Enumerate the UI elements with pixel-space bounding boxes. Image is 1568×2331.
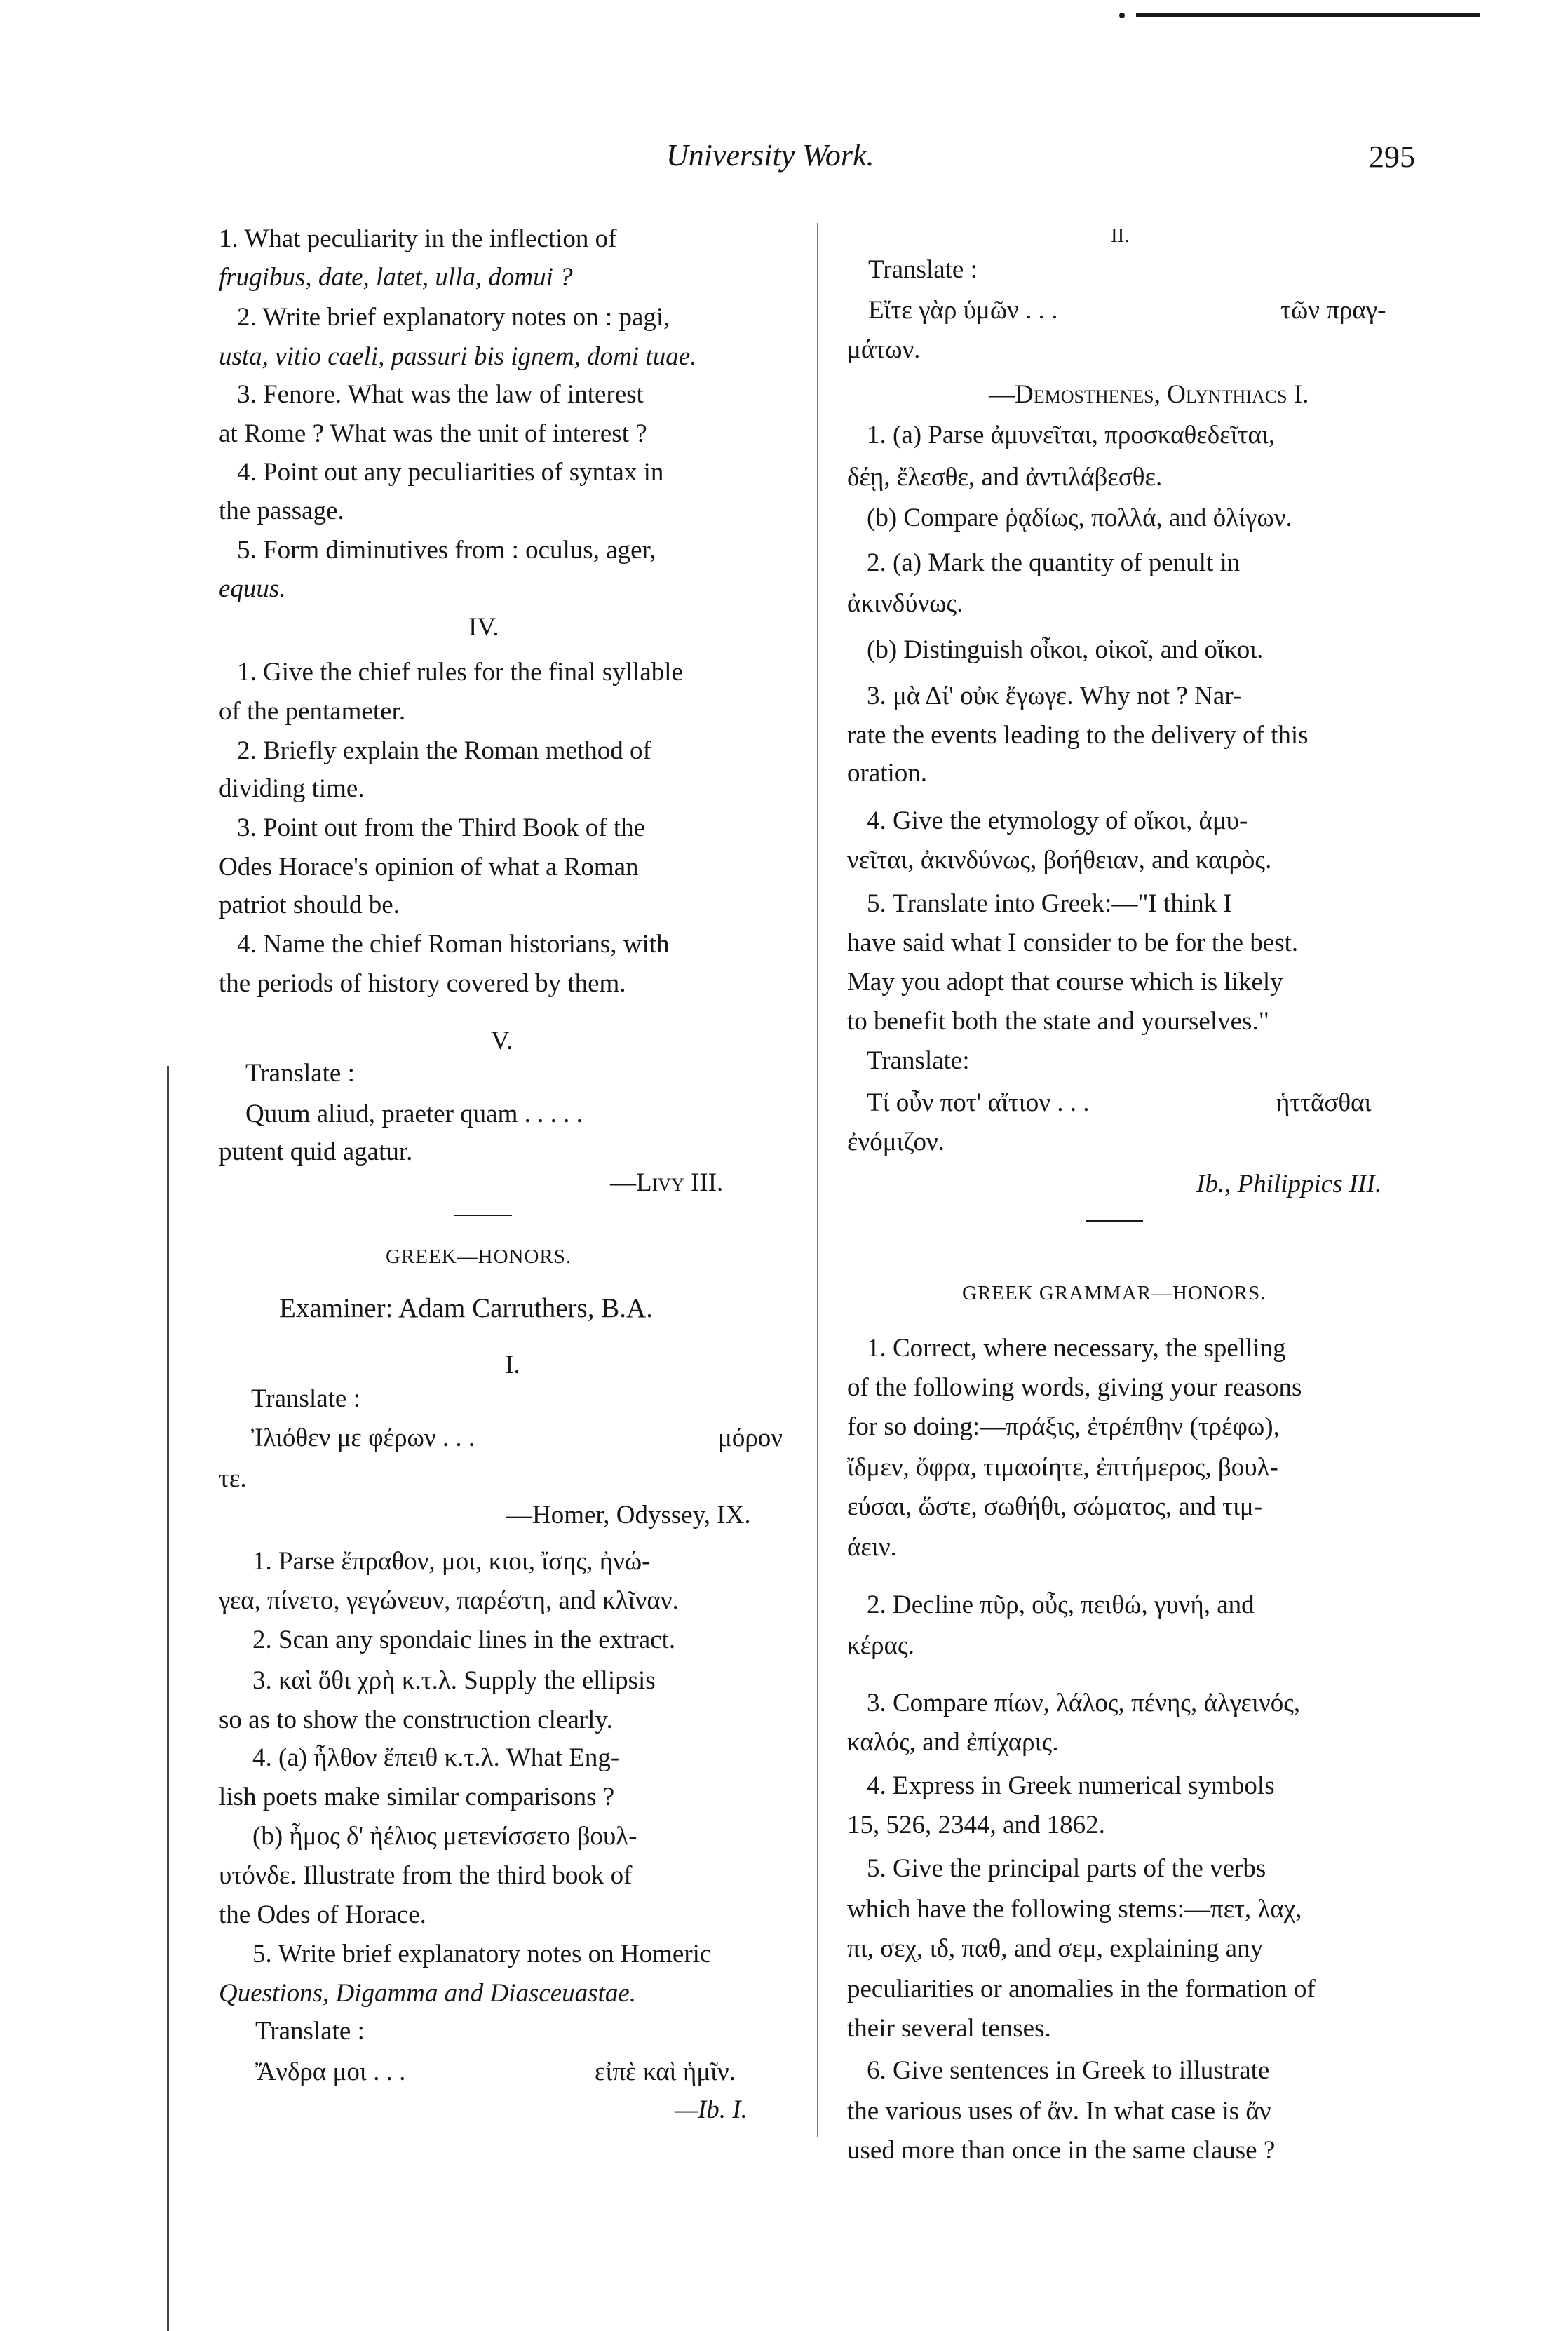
section-divider-right: [1086, 1220, 1143, 1222]
ii-quote-line2: μάτων.: [847, 335, 921, 364]
gr5-line2: which have the following stems:—πετ, λαχ,: [847, 1895, 1302, 1924]
gr4-line1: 4. Express in Greek numerical symbols: [867, 1771, 1275, 1800]
g5-quote-end: εἰπὲ καὶ ἡμῖν.: [595, 2058, 736, 2086]
i-quote-end: μόρον: [718, 1424, 783, 1452]
g3-line1: 3. καὶ ὅθι χρὴ κ.τ.λ. Supply the ellipsis: [252, 1666, 656, 1695]
page-number: 295: [1369, 140, 1415, 174]
d3-line2: rate the events leading to the delivery of this: [847, 721, 1309, 750]
i-source: —Homer, Odyssey, IX.: [506, 1501, 751, 1529]
d3-line1: 3. μὰ Δί' οὐκ ἔγωγε. Why not ? Nar-: [867, 682, 1242, 710]
g4-line2: lish poets make similar comparisons ?: [219, 1783, 615, 1811]
iv3-line2: Odes Horace's opinion of what a Roman: [219, 853, 639, 881]
gr5-line1: 5. Give the principal parts of the verbs: [867, 1854, 1266, 1883]
iv3-line1: 3. Point out from the Third Book of the: [237, 813, 646, 842]
v-quote-line2: putent quid agatur.: [219, 1137, 413, 1166]
iv4-line1: 4. Name the chief Roman historians, with: [237, 930, 670, 959]
g5-line2: Questions, Digamma and Diasceuastae.: [219, 1979, 637, 2008]
d5-line1: 5. Translate into Greek:—"I think I: [867, 889, 1232, 918]
q5-line1: 5. Form diminutives from : oculus, ager,: [237, 536, 656, 565]
running-title: University Work.: [666, 138, 874, 173]
i-quote-start: Ἰλιόθεν με φέρων . . .: [251, 1424, 475, 1452]
section-iv-heading: IV.: [468, 613, 499, 642]
g5-source: —Ib. I.: [675, 2095, 748, 2124]
gr2-line1: 2. Decline πῦρ, οὖς, πειθώ, γυνή, and: [867, 1590, 1255, 1619]
q5-line2: equus.: [219, 574, 286, 603]
scan-edge: [167, 1066, 169, 2331]
iv1-line1: 1. Give the chief rules for the final syllable: [237, 658, 683, 687]
top-rule: [1136, 13, 1480, 17]
d4-line2: νεῖται, ἀκινδύνως, βοήθειαν, and καιρὸς.: [847, 846, 1272, 874]
i-translate-label: Translate :: [251, 1384, 360, 1413]
iv4-line2: the periods of history covered by them.: [219, 969, 626, 998]
gr2-line2: κέρας.: [847, 1631, 914, 1660]
gr3-line2: καλός, and ἐπίχαρις.: [847, 1728, 1059, 1757]
ii-quote-start: Εἴτε γὰρ ὑμῶν . . .: [868, 296, 1058, 325]
g5-translate-label: Translate :: [255, 2017, 365, 2046]
gr1-line4: ἴδμεν, ὄφρα, τιμαοίητε, ἐπτήμερος, βουλ-: [847, 1453, 1278, 1482]
q2-line1: 2. Write brief explanatory notes on : pagi,: [237, 303, 670, 332]
gr5-line4: peculiarities or anomalies in the formation of: [847, 1975, 1316, 2004]
ii-translate-label: Translate :: [868, 255, 978, 284]
q1-line2: frugibus, date, latet, ulla, domui ?: [219, 263, 573, 292]
d5-quote-line2: ἐνόμιζον.: [847, 1128, 945, 1156]
greek-honors-title: GREEK—HONORS.: [386, 1245, 572, 1268]
g4-line1: 4. (a) ἦλθον ἔπειθ κ.τ.λ. What Eng-: [252, 1743, 620, 1772]
gr6-line2: the various uses of ἄν. In what case is ἄν: [847, 2097, 1271, 2126]
q3-line1: 3. Fenore. What was the law of interest: [237, 380, 644, 409]
ii-quote-end: τῶν πραγ-: [1280, 296, 1386, 325]
d2a-line2: ἀκινδύνως.: [847, 589, 964, 618]
demosthenes-source: —Demosthenes, Olynthiacs I.: [989, 380, 1309, 409]
q4-line2: the passage.: [219, 496, 344, 525]
g5-quote-start: Ἄνδρα μοι . . .: [255, 2058, 406, 2086]
gr3-line1: 3. Compare πίων, λάλος, πένης, ἀλγεινός,: [867, 1689, 1301, 1717]
g1-line2: γεα, πίνετο, γεγώνευν, παρέστη, and κλῖναν.: [219, 1586, 679, 1615]
q1-line1: 1. What peculiarity in the inflection of: [219, 224, 617, 253]
d5-translate-label: Translate:: [867, 1046, 970, 1075]
greek-grammar-title: GREEK GRAMMAR—HONORS.: [962, 1282, 1266, 1304]
gr1-line3: for so doing:—πράξις, ἐτρέπθην (τρέφω),: [847, 1412, 1280, 1441]
g4b-line2: υτόνδε. Illustrate from the third book of: [219, 1861, 633, 1890]
section-i-heading: I.: [505, 1351, 520, 1379]
d5-quote-end: ἡττᾶσθαι: [1276, 1088, 1372, 1117]
d4-line1: 4. Give the etymology of οἴκοι, ἀμυ-: [867, 806, 1248, 835]
top-rule-dot: [1119, 13, 1125, 18]
q3-line2: at Rome ? What was the unit of interest ?: [219, 419, 647, 448]
g1-line1: 1. Parse ἔπραθον, μοι, κιοι, ἴσης, ἠνώ-: [252, 1547, 651, 1576]
section-ii-heading: II.: [1111, 224, 1130, 247]
v-translate-label: Translate :: [245, 1059, 355, 1088]
philippics-source: Ib., Philippics III.: [1196, 1170, 1382, 1198]
examiner-line: Examiner: Adam Carruthers, B.A.: [279, 1293, 653, 1323]
gr1-line1: 1. Correct, where necessary, the spelling: [867, 1334, 1286, 1363]
d1a-line2: δέῃ, ἔλεσθε, and ἀντιλάβεσθε.: [847, 463, 1163, 492]
d5-line2: have said what I consider to be for the best.: [847, 928, 1299, 957]
section-v-heading: V.: [491, 1027, 513, 1055]
section-divider: [454, 1215, 512, 1216]
gr5-line5: their several tenses.: [847, 2014, 1051, 2043]
iv2-line2: dividing time.: [219, 774, 365, 803]
d5-quote-start: Τί οὖν ποτ' αἴτιον . . .: [867, 1088, 1090, 1117]
iv3-line3: patriot should be.: [219, 891, 400, 919]
gr4-line2: 15, 526, 2344, and 1862.: [847, 1811, 1105, 1839]
v-quote-line1: Quum aliud, praeter quam . . . . .: [245, 1100, 583, 1128]
iv1-line2: of the pentameter.: [219, 697, 406, 726]
i-quote-line2: τε.: [219, 1464, 247, 1493]
d2b-line: (b) Distinguish οἶκοι, οἰκοῖ, and οἴκοι.: [867, 635, 1264, 664]
g2-line: 2. Scan any spondaic lines in the extract.: [252, 1626, 676, 1654]
d5-line4: to benefit both the state and yourselves.": [847, 1007, 1269, 1036]
d5-line3: May you adopt that course which is likely: [847, 968, 1283, 996]
q4-line1: 4. Point out any peculiarities of syntax in: [237, 458, 664, 487]
q2-line2: usta, vitio caeli, passuri bis ignem, domi tuae.: [219, 342, 697, 371]
gr5-line3: πι, σεχ, ιδ, παθ, and σεμ, explaining any: [847, 1934, 1264, 1963]
gr1-line5: εύσαι, ὥστε, σωθήθι, σώματος, and τιμ-: [847, 1492, 1263, 1521]
d1a-line1: 1. (a) Parse ἀμυνεῖται, προσκαθεδεῖται,: [867, 421, 1276, 450]
iv2-line1: 2. Briefly explain the Roman method of: [237, 736, 651, 765]
g4b-line3: the Odes of Horace.: [219, 1900, 426, 1929]
d2a-line1: 2. (a) Mark the quantity of penult in: [867, 548, 1241, 577]
gr1-line2: of the following words, giving your reasons: [847, 1373, 1302, 1402]
d3-line3: oration.: [847, 759, 928, 788]
g3-line2: so as to show the construction clearly.: [219, 1705, 613, 1734]
gr6-line3: used more than once in the same clause ?: [847, 2136, 1276, 2165]
d1b-line: (b) Compare ῥᾳδίως, πολλά, and ὀλίγων.: [867, 504, 1292, 532]
v-source: —Livy III.: [610, 1168, 724, 1197]
gr1-line6: άειν.: [847, 1533, 897, 1562]
gr6-line1: 6. Give sentences in Greek to illustrate: [867, 2056, 1270, 2085]
g5-line1: 5. Write brief explanatory notes on Homeric: [252, 1940, 712, 1968]
column-separator: [817, 223, 818, 2137]
g4b-line1: (b) ἦμος δ' ἠέλιος μετενίσσετο βουλ-: [252, 1822, 637, 1851]
